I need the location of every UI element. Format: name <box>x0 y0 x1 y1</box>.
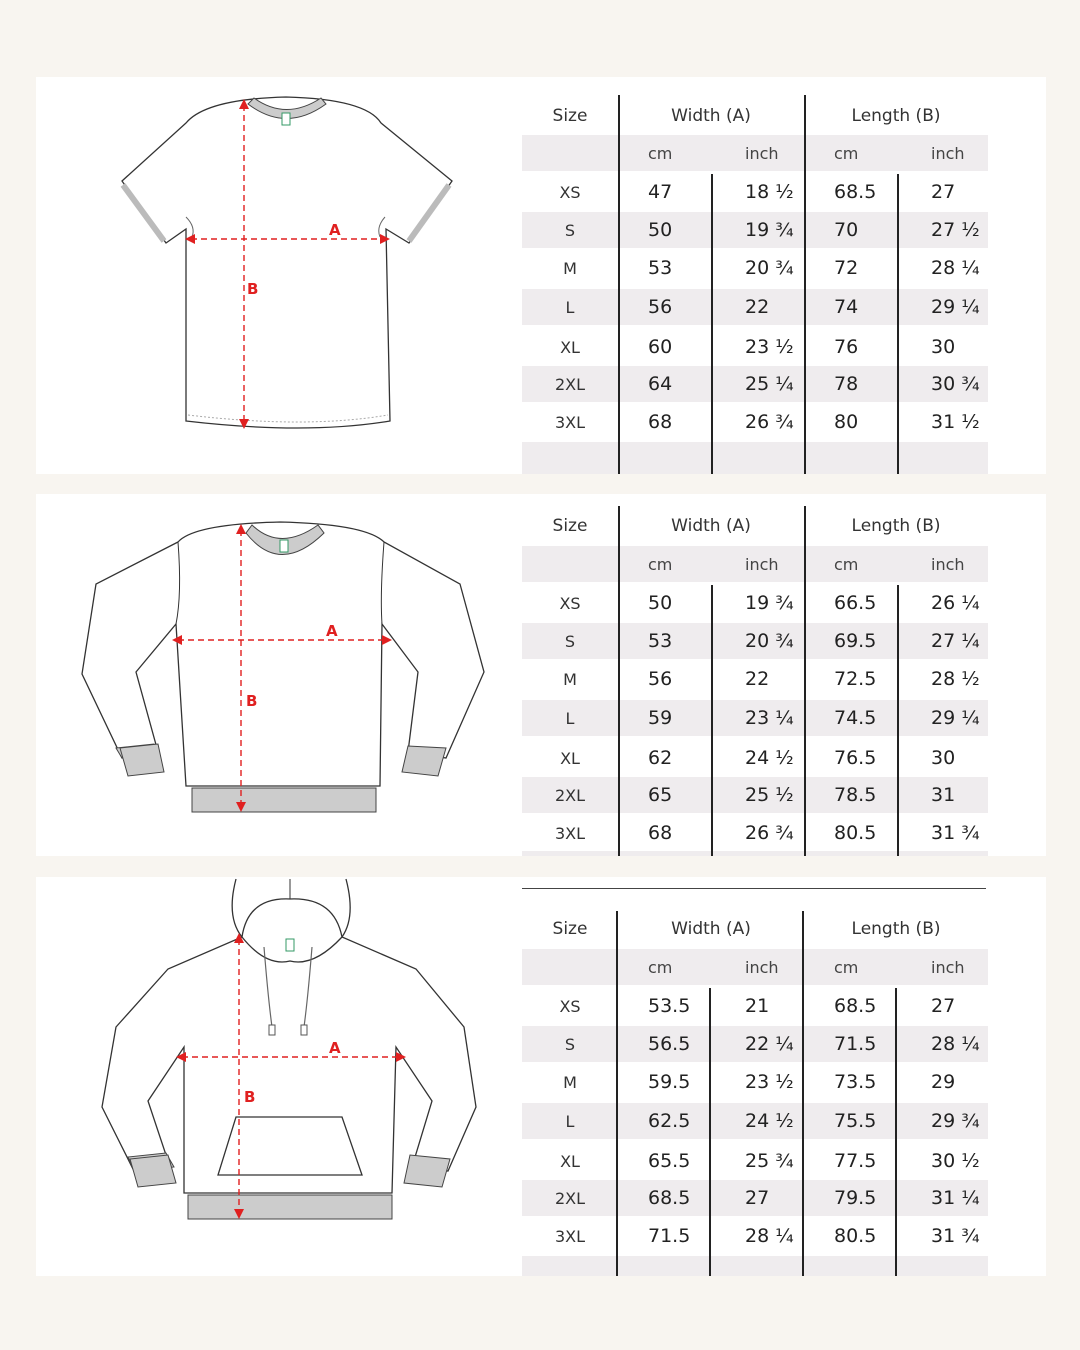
column-divider <box>711 585 713 856</box>
width-cm-cell: 65 <box>648 784 673 806</box>
size-cell: S <box>564 220 576 240</box>
width-inch-cell: 23 ½ <box>745 1071 794 1093</box>
size-cell: M <box>563 258 577 278</box>
length-header: Length (B) <box>851 919 941 939</box>
width-header: Width (A) <box>671 516 751 536</box>
length-label-b: B <box>246 692 258 710</box>
width-cm-cell: 59.5 <box>648 1071 691 1093</box>
column-divider <box>804 506 806 856</box>
table-row <box>522 623 988 659</box>
width-cm-cell: 53.5 <box>648 995 691 1017</box>
length-inch-cell: 31 <box>931 784 956 806</box>
width-inch-cell: 24 ½ <box>745 1110 794 1132</box>
width-label-a: A <box>326 622 338 640</box>
length-cm-cell: 77.5 <box>834 1150 877 1172</box>
hoodie-size-card <box>36 877 1046 1276</box>
width-inch-cell: 25 ¾ <box>745 1150 794 1172</box>
width-cm-cell: 68 <box>648 411 673 433</box>
length-cm-cell: 74 <box>834 296 859 318</box>
width-cm-cell: 56 <box>648 668 673 690</box>
unit-width-cm: cm <box>648 957 673 977</box>
table-row <box>522 700 988 736</box>
size-cell: XL <box>560 1151 580 1171</box>
width-header: Width (A) <box>671 106 751 126</box>
width-inch-cell: 22 <box>745 668 770 690</box>
table-header-row <box>522 98 988 134</box>
length-inch-cell: 31 ¼ <box>931 1187 980 1209</box>
length-cm-cell: 68.5 <box>834 181 877 203</box>
width-inch-cell: 25 ¼ <box>745 373 794 395</box>
length-cm-cell: 75.5 <box>834 1110 877 1132</box>
length-cm-cell: 68.5 <box>834 995 877 1017</box>
length-label-b: B <box>247 280 259 298</box>
width-inch-cell: 22 <box>745 296 770 318</box>
size-cell: XS <box>559 182 581 202</box>
size-cell: XL <box>560 337 580 357</box>
unit-length-cm: cm <box>834 143 859 163</box>
table-row <box>522 988 988 1024</box>
size-cell: S <box>564 1034 576 1054</box>
width-inch-cell: 19 ¾ <box>745 592 794 614</box>
table-row <box>522 1218 988 1254</box>
length-cm-cell: 69.5 <box>834 630 877 652</box>
width-inch-cell: 20 ¾ <box>745 630 794 652</box>
length-inch-cell: 27 ¼ <box>931 630 980 652</box>
length-inch-cell: 28 ¼ <box>931 257 980 279</box>
length-cm-cell: 78.5 <box>834 784 877 806</box>
length-cm-cell: 70 <box>834 219 859 241</box>
length-cm-cell: 78 <box>834 373 859 395</box>
table-row <box>522 1180 988 1216</box>
length-cm-cell: 71.5 <box>834 1033 877 1055</box>
width-cm-cell: 68 <box>648 822 673 844</box>
table-row <box>522 1064 988 1100</box>
size-header: Size <box>552 106 588 126</box>
width-inch-cell: 27 <box>745 1187 770 1209</box>
width-label-a: A <box>329 221 341 239</box>
width-cm-cell: 59 <box>648 707 673 729</box>
table-header-row <box>522 508 988 544</box>
length-cm-cell: 76.5 <box>834 747 877 769</box>
size-cell: L <box>565 1111 575 1131</box>
length-cm-cell: 80.5 <box>834 822 877 844</box>
table-top-rule <box>522 888 986 889</box>
table-row <box>522 212 988 248</box>
hoodie-illustration <box>36 877 516 1276</box>
size-cell: 3XL <box>554 823 586 843</box>
unit-length-cm: cm <box>834 957 859 977</box>
tshirt-size-card <box>36 77 1046 474</box>
sweatshirt-illustration <box>36 494 516 856</box>
column-divider <box>897 585 899 856</box>
length-cm-cell: 73.5 <box>834 1071 877 1093</box>
tshirt-illustration <box>36 77 516 474</box>
length-inch-cell: 28 ½ <box>931 668 980 690</box>
column-divider <box>895 988 897 1276</box>
width-cm-cell: 68.5 <box>648 1187 691 1209</box>
table-row <box>522 404 988 440</box>
width-label-a: A <box>329 1039 341 1057</box>
column-divider <box>711 174 713 474</box>
length-inch-cell: 29 ¼ <box>931 296 980 318</box>
table-row <box>522 777 988 813</box>
table-row <box>522 329 988 365</box>
width-inch-cell: 26 ¾ <box>745 411 794 433</box>
length-cm-cell: 72 <box>834 257 859 279</box>
size-cell: L <box>565 708 575 728</box>
width-inch-cell: 20 ¾ <box>745 257 794 279</box>
size-cell: M <box>563 1072 577 1092</box>
table-row <box>522 585 988 621</box>
unit-width-cm: cm <box>648 554 673 574</box>
size-cell: 2XL <box>554 785 586 805</box>
length-inch-cell: 29 ¼ <box>931 707 980 729</box>
table-row <box>522 174 988 210</box>
length-inch-cell: 29 ¾ <box>931 1110 980 1132</box>
table-row-empty <box>522 442 988 474</box>
size-cell: S <box>564 631 576 651</box>
width-cm-cell: 53 <box>648 257 673 279</box>
table-row <box>522 661 988 697</box>
width-cm-cell: 56 <box>648 296 673 318</box>
length-inch-cell: 27 ½ <box>931 219 980 241</box>
length-cm-cell: 80.5 <box>834 1225 877 1247</box>
table-row-empty <box>522 1256 988 1276</box>
length-inch-cell: 27 <box>931 181 956 203</box>
length-cm-cell: 72.5 <box>834 668 877 690</box>
length-inch-cell: 31 ¾ <box>931 822 980 844</box>
table-row <box>522 740 988 776</box>
table-row <box>522 366 988 402</box>
length-inch-cell: 30 ½ <box>931 1150 980 1172</box>
size-header: Size <box>552 919 588 939</box>
width-cm-cell: 50 <box>648 592 673 614</box>
length-cm-cell: 74.5 <box>834 707 877 729</box>
unit-width-cm: cm <box>648 143 673 163</box>
sweatshirt-size-card <box>36 494 1046 856</box>
width-inch-cell: 23 ¼ <box>745 707 794 729</box>
size-cell: 2XL <box>554 374 586 394</box>
size-cell: XS <box>559 996 581 1016</box>
column-divider <box>618 506 620 856</box>
length-cm-cell: 66.5 <box>834 592 877 614</box>
length-inch-cell: 28 ¼ <box>931 1033 980 1055</box>
width-inch-cell: 19 ¾ <box>745 219 794 241</box>
column-divider <box>616 911 618 1276</box>
sweatshirt-icon <box>36 494 516 856</box>
table-row <box>522 1103 988 1139</box>
size-cell: 3XL <box>554 1226 586 1246</box>
table-row <box>522 289 988 325</box>
width-inch-cell: 25 ½ <box>745 784 794 806</box>
unit-width-inch: inch <box>745 957 779 977</box>
size-cell: 2XL <box>554 1188 586 1208</box>
size-cell: XS <box>559 593 581 613</box>
size-cell: M <box>563 669 577 689</box>
table-row <box>522 250 988 286</box>
column-divider <box>804 95 806 474</box>
unit-length-cm: cm <box>834 554 859 574</box>
length-header: Length (B) <box>851 516 941 536</box>
unit-length-inch: inch <box>931 554 965 574</box>
unit-width-inch: inch <box>745 554 779 574</box>
unit-row <box>522 135 988 171</box>
width-cm-cell: 65.5 <box>648 1150 691 1172</box>
length-inch-cell: 27 <box>931 995 956 1017</box>
width-cm-cell: 71.5 <box>648 1225 691 1247</box>
length-inch-cell: 30 <box>931 336 956 358</box>
width-inch-cell: 24 ½ <box>745 747 794 769</box>
width-inch-cell: 18 ½ <box>745 181 794 203</box>
length-inch-cell: 29 <box>931 1071 956 1093</box>
hoodie-icon <box>36 877 516 1276</box>
length-cm-cell: 76 <box>834 336 859 358</box>
width-cm-cell: 62.5 <box>648 1110 691 1132</box>
width-inch-cell: 28 ¼ <box>745 1225 794 1247</box>
length-inch-cell: 30 <box>931 747 956 769</box>
column-divider <box>802 911 804 1276</box>
size-cell: XL <box>560 748 580 768</box>
width-cm-cell: 62 <box>648 747 673 769</box>
column-divider <box>618 95 620 474</box>
length-inch-cell: 26 ¼ <box>931 592 980 614</box>
size-cell: L <box>565 297 575 317</box>
width-cm-cell: 53 <box>648 630 673 652</box>
tshirt-size-table <box>522 95 988 474</box>
table-row <box>522 815 988 851</box>
width-cm-cell: 60 <box>648 336 673 358</box>
width-cm-cell: 50 <box>648 219 673 241</box>
column-divider <box>897 174 899 474</box>
size-cell: 3XL <box>554 412 586 432</box>
length-inch-cell: 30 ¾ <box>931 373 980 395</box>
width-cm-cell: 56.5 <box>648 1033 691 1055</box>
unit-length-inch: inch <box>931 957 965 977</box>
unit-width-inch: inch <box>745 143 779 163</box>
tshirt-icon <box>36 77 516 474</box>
sweatshirt-size-table <box>522 506 988 856</box>
table-row <box>522 1026 988 1062</box>
unit-length-inch: inch <box>931 143 965 163</box>
width-cm-cell: 47 <box>648 181 673 203</box>
hoodie-size-table <box>522 911 988 1276</box>
width-inch-cell: 23 ½ <box>745 336 794 358</box>
size-header: Size <box>552 516 588 536</box>
width-cm-cell: 64 <box>648 373 673 395</box>
table-row-empty <box>522 851 988 856</box>
width-header: Width (A) <box>671 919 751 939</box>
length-header: Length (B) <box>851 106 941 126</box>
length-inch-cell: 31 ¾ <box>931 1225 980 1247</box>
unit-row <box>522 949 988 985</box>
width-inch-cell: 21 <box>745 995 770 1017</box>
table-header-row <box>522 911 988 947</box>
width-inch-cell: 26 ¾ <box>745 822 794 844</box>
table-row <box>522 1143 988 1179</box>
length-inch-cell: 31 ½ <box>931 411 980 433</box>
unit-row <box>522 546 988 582</box>
length-cm-cell: 79.5 <box>834 1187 877 1209</box>
width-inch-cell: 22 ¼ <box>745 1033 794 1055</box>
length-cm-cell: 80 <box>834 411 859 433</box>
length-label-b: B <box>244 1088 256 1106</box>
column-divider <box>709 988 711 1276</box>
